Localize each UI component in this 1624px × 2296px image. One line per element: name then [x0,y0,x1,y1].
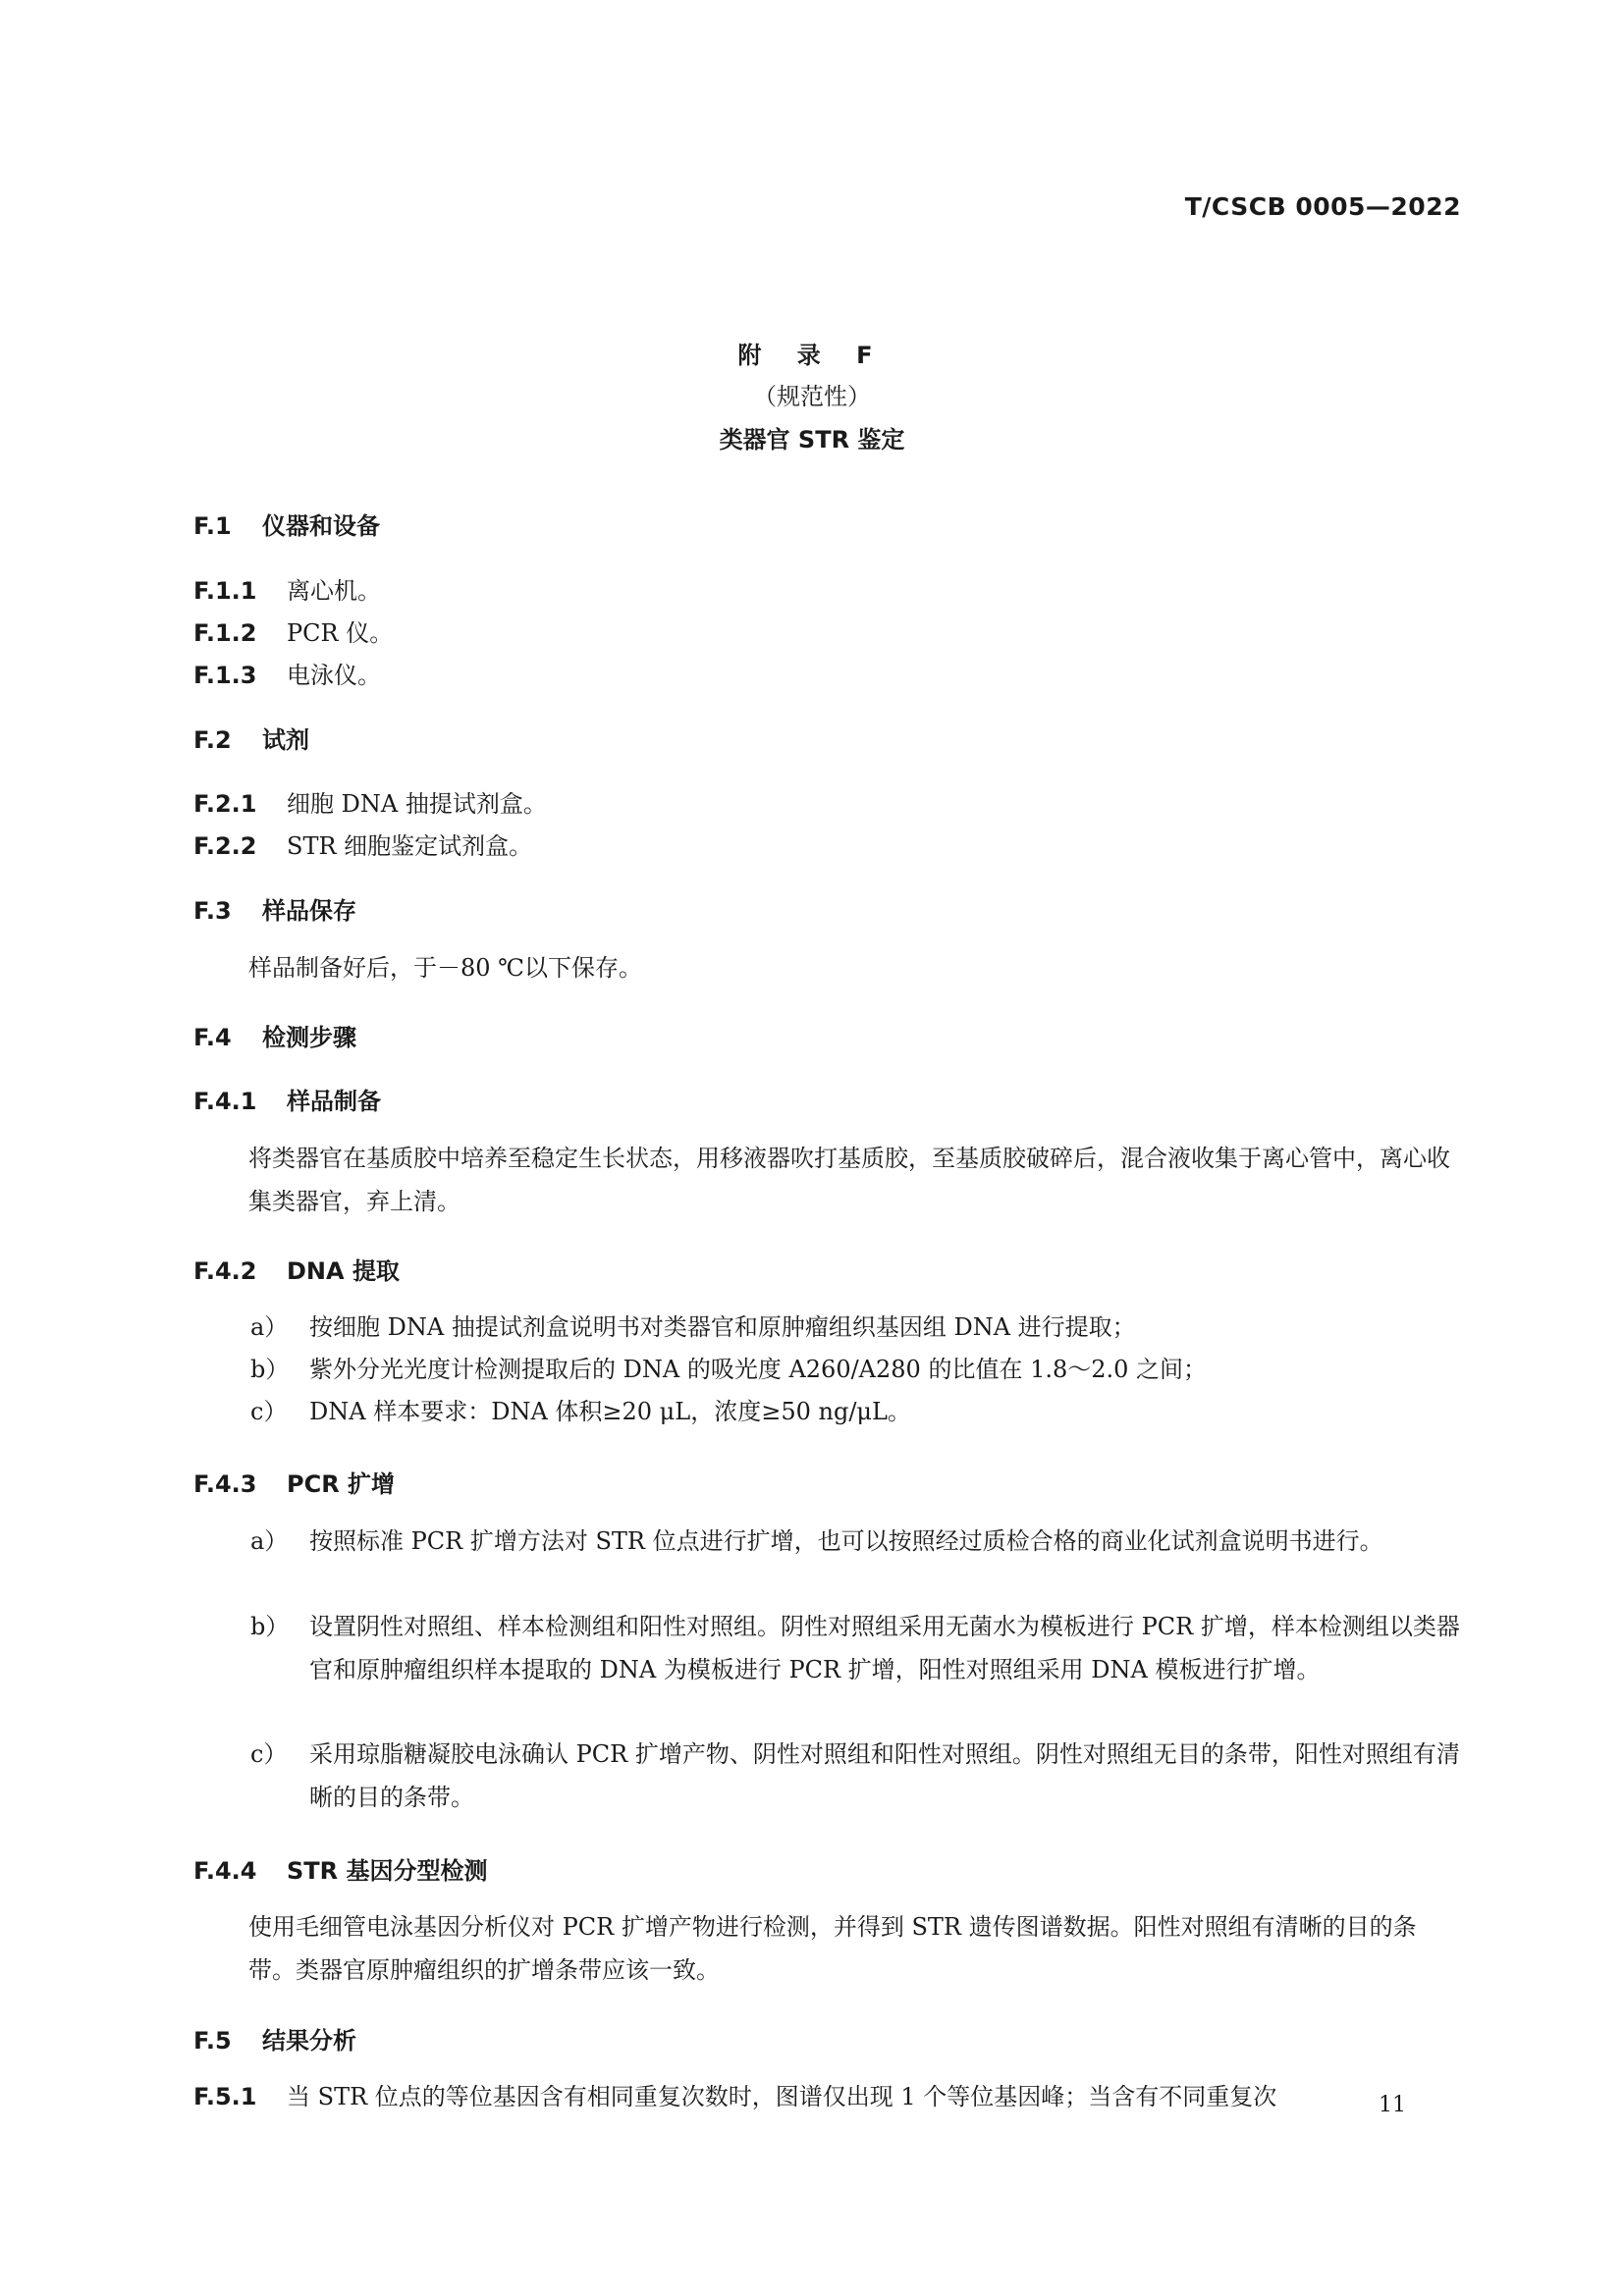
clause-text: 电泳仪。 [287,662,381,689]
section-number: F.4 [193,1024,232,1051]
list-label: a） [250,1313,289,1341]
clause-text: 当 STR 位点的等位基因含有相同重复次数时，图谱仅出现 1 个等位基因峰；当含有不同重复次 [287,2083,1277,2110]
clause-number: F.5.1 [193,2083,257,2110]
clause-number: F.1.1 [193,577,257,605]
clause-f2-2 [193,827,532,861]
section-heading-f4 [193,1018,356,1052]
list-item-f4-3-c [250,1733,1460,1819]
clause-f5-1 [193,2077,1276,2111]
paragraph-text: 使用毛细管电泳基因分析仪对 PCR 扩增产物进行检测，并得到 STR 遗传图谱数据。阳性对照组有清晰的目的条带。类器官原肿瘤组织的扩增条带应该一致。 [248,1913,1417,1984]
section-title: 样品保存 [262,897,356,925]
list-item-f4-2-a [250,1306,1460,1349]
clause-f1-3 [193,656,381,690]
appendix-title: 附 录 F [737,342,887,369]
list-label: c） [250,1398,288,1425]
clause-number: F.2.1 [193,790,257,818]
section-number: F.2 [193,726,232,754]
list-label: c） [250,1740,288,1768]
section-number: F.4.3 [193,1470,257,1498]
list-text: 按细胞 DNA 抽提试剂盒说明书对类器官和原肿瘤组织基因组 DNA 进行提取； [309,1313,1136,1341]
section-title: 仪器和设备 [262,512,380,540]
section-title: 样品制备 [287,1088,381,1115]
subsection-heading-f4-1 [193,1082,381,1116]
clause-number: F.1.3 [193,662,257,689]
section-heading-f2 [193,721,309,755]
section-heading-f1 [193,507,380,541]
list-item-f4-3-b [250,1605,1460,1691]
subsection-heading-f4-3 [193,1465,395,1499]
clause-text: 细胞 DNA 抽提试剂盒。 [287,790,547,818]
clause-text: 离心机。 [287,577,381,605]
paragraph-f4-1 [193,1137,1460,1223]
section-title: 试剂 [262,726,309,754]
section-heading-f5 [193,2021,356,2056]
list-item-f4-2-c [250,1390,1460,1433]
section-heading-f3 [193,891,356,926]
section-number: F.1 [193,512,232,540]
list-text: 设置阴性对照组、样本检测组和阳性对照组。阴性对照组采用无菌水为模板进行 PCR 扩增，样本检测组以类器官和原肿瘤组织样本提取的 DNA 为模板进行 PCR 扩增，阳性对照组采用 DNA 模板进行扩增。 [309,1613,1460,1683]
section-number: F.4.4 [193,1857,257,1885]
clause-number: F.2.2 [193,832,257,860]
paragraph-text: 将类器官在基质胶中培养至稳定生长状态，用移液器吹打基质胶，至基质胶破碎后，混合液收集于离心管中，离心收集类器官，弃上清。 [248,1145,1450,1215]
section-title: 结果分析 [262,2027,356,2055]
section-number: F.4.2 [193,1257,257,1285]
paragraph-f3 [193,946,1460,989]
list-label: b） [250,1613,290,1640]
clause-text: STR 细胞鉴定试剂盒。 [287,832,533,860]
section-number: F.4.1 [193,1088,257,1115]
clause-number: F.1.2 [193,619,257,647]
section-title: 检测步骤 [262,1024,356,1051]
section-title: STR 基因分型检测 [287,1857,488,1885]
paragraph-f4-4 [193,1905,1460,1992]
clause-text: PCR 仪。 [287,619,394,647]
document-id: T/CSCB 0005—2022 [1184,192,1461,221]
appendix-name: 类器官 STR 鉴定 [719,426,905,454]
list-text: DNA 样本要求：DNA 体积≥20 μL，浓度≥50 ng/μL。 [309,1398,911,1425]
appendix-type: （规范性） [753,383,871,410]
page-number: 11 [1379,2093,1406,2117]
clause-f2-1 [193,784,547,819]
clause-f1-1 [193,571,381,606]
list-label: b） [250,1356,290,1383]
subsection-heading-f4-2 [193,1252,400,1286]
section-title: DNA 提取 [287,1257,400,1285]
subsection-heading-f4-4 [193,1851,488,1886]
list-text: 紫外分光光度计检测提取后的 DNA 的吸光度 A260/A280 的比值在 1.8～2.0 之间； [309,1356,1208,1383]
section-number: F.5 [193,2027,232,2055]
list-item-f4-3-a [250,1520,1460,1563]
section-number: F.3 [193,897,232,925]
section-title: PCR 扩增 [287,1470,396,1498]
list-text: 按照标准 PCR 扩增方法对 STR 位点进行扩增，也可以按照经过质检合格的商业化试剂盒说明书进行。 [309,1527,1383,1555]
paragraph-text: 样品制备好后，于－80 ℃以下保存。 [248,954,643,982]
clause-f1-2 [193,614,393,648]
list-item-f4-2-b [250,1348,1460,1391]
list-text: 采用琼脂糖凝胶电泳确认 PCR 扩增产物、阴性对照组和阳性对照组。阴性对照组无目的条带，阳性对照组有清晰的目的条带。 [309,1740,1460,1811]
list-label: a） [250,1527,289,1555]
